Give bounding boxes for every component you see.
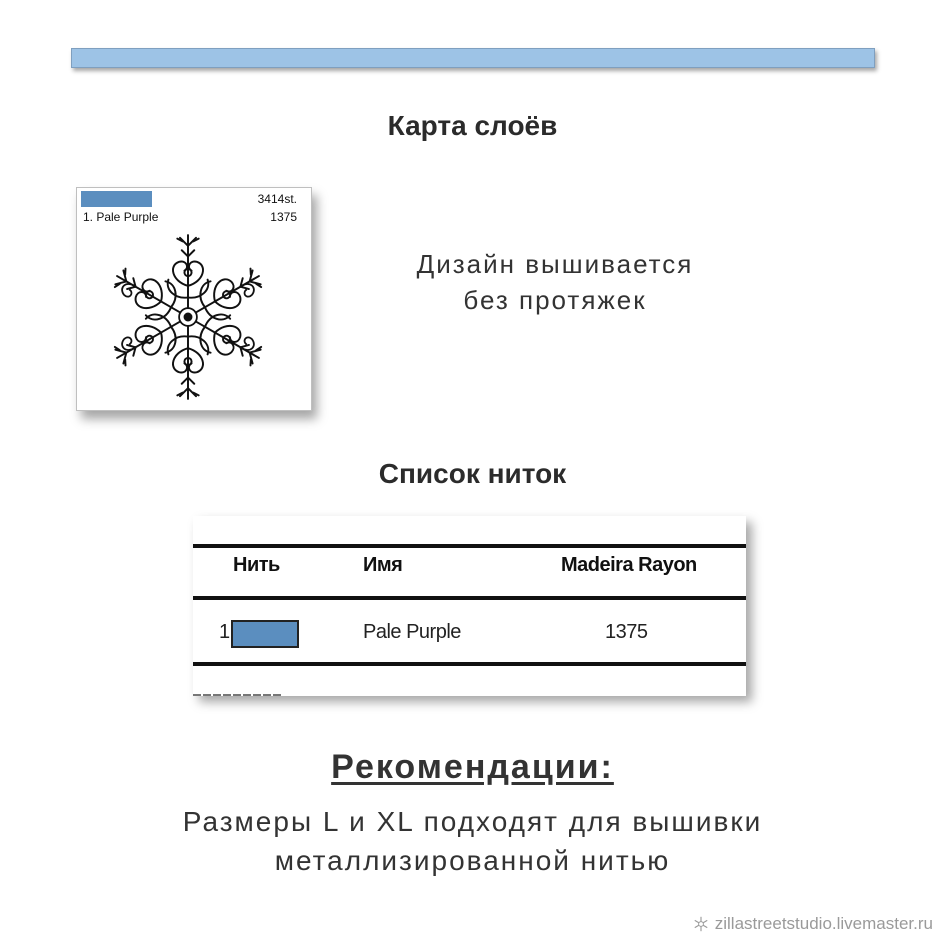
- watermark-text: zillastreetstudio.livemaster.ru: [714, 914, 933, 933]
- row-thread-number: 1: [219, 621, 230, 643]
- layer-thread-code: 1375: [270, 210, 297, 224]
- thread-list-title: Список ниток: [378, 458, 567, 489]
- thread-table: [193, 516, 746, 696]
- recommendations-title: Рекомендации:: [331, 748, 614, 786]
- table-bottom-rule: [193, 662, 746, 666]
- layer-map-card: [76, 187, 312, 411]
- layer-thread-name: 1. Pale Purple: [83, 210, 159, 224]
- top-banner-bar: [71, 48, 875, 68]
- snowflake-ornament-preview: [95, 228, 281, 406]
- table-top-rule: [193, 544, 746, 548]
- stitch-count: 3414st.: [257, 192, 297, 206]
- header-madeira-rayon: Madeira Rayon: [561, 554, 697, 576]
- snowflake-icon: [693, 916, 709, 932]
- row-thread-code: 1375: [605, 621, 648, 643]
- layer-map-title: Карта слоёв: [387, 110, 558, 141]
- header-name: Имя: [363, 554, 403, 576]
- recommendation-line-1: Размеры L и XL подходят для вышивки: [182, 806, 763, 837]
- row-thread-name: Pale Purple: [363, 621, 461, 643]
- layer-color-swatch: [81, 191, 152, 207]
- header-thread: Нить: [233, 554, 280, 576]
- design-note-line-2: без протяжек: [463, 285, 647, 315]
- watermark: [693, 914, 933, 934]
- design-note-line-1: Дизайн вышивается: [416, 249, 694, 279]
- table-header-rule: [193, 596, 746, 600]
- recommendation-line-2: металлизированной нитью: [274, 845, 671, 876]
- row-thread-swatch: [231, 620, 299, 648]
- cropped-footer-text: [193, 684, 303, 696]
